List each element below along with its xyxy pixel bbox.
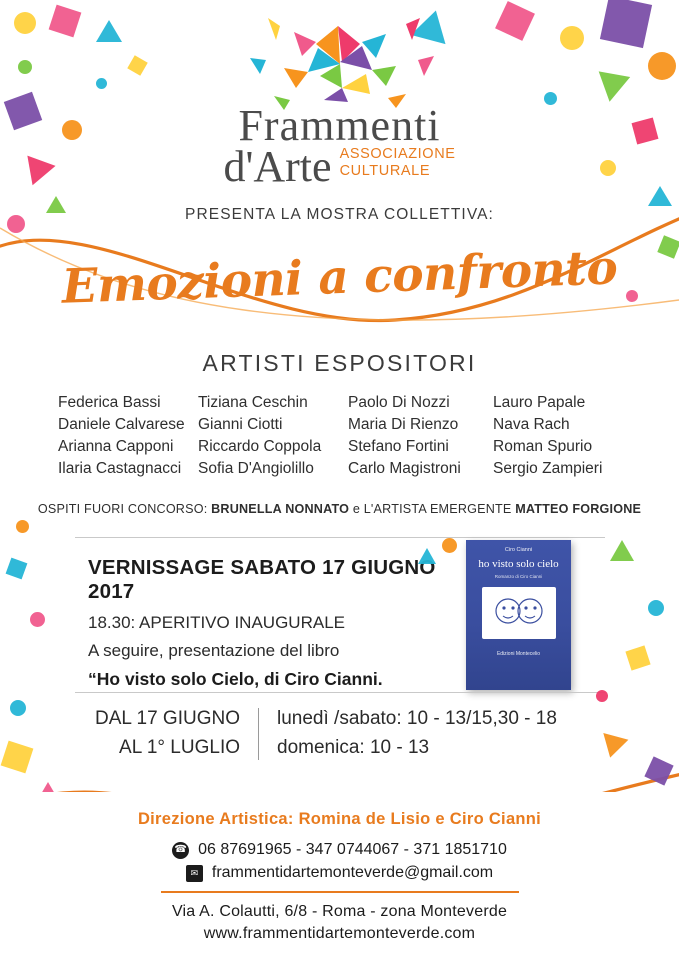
street-address: Via A. Colautti, 6/8 - Roma - zona Monteverde	[171, 902, 508, 920]
list-item: Roman Spurio	[493, 438, 593, 455]
page-title: Emozioni a confronto	[60, 240, 619, 315]
footer	[0, 792, 679, 960]
website-url[interactable]: www.frammentidartemonteverde.com	[203, 924, 476, 942]
confetti-dot	[16, 520, 29, 533]
confetti-square	[644, 756, 673, 785]
list-item: Tiziana Ceschin	[198, 394, 308, 411]
vernissage-title: VERNISSAGE SABATO 17 GIUGNO 2017	[88, 556, 436, 603]
schedule-block	[88, 705, 608, 762]
artists-list	[58, 394, 628, 478]
confetti-triangle	[610, 540, 634, 561]
confetti-square	[625, 645, 650, 670]
brand-name-line1: Frammenti	[238, 101, 441, 150]
list-item: Sergio Zampieri	[493, 460, 603, 477]
list-item: Gianni Ciotti	[198, 416, 283, 433]
list-item: Federica Bassi	[58, 394, 161, 411]
vernissage-book-line: “Ho visto solo Cielo, di Ciro Cianni.	[88, 669, 383, 689]
confetti-dot	[10, 700, 26, 716]
vernissage-line2: 18.30: APERITIVO INAUGURALE	[88, 613, 345, 632]
guests-middle: e L'ARTISTA EMERGENTE	[352, 502, 512, 516]
envelope-icon: ✉	[186, 865, 203, 882]
list-item: Daniele Calvarese	[58, 416, 185, 433]
presenta-line: PRESENTA LA MOSTRA COLLETTIVA:	[185, 206, 494, 223]
list-item: Paolo Di Nozzi	[348, 394, 450, 411]
list-item: Ilaria Castagnacci	[58, 460, 182, 477]
phone-row	[0, 841, 679, 859]
list-item: Arianna Capponi	[58, 438, 174, 455]
list-item: Nava Rach	[493, 416, 570, 433]
schedule-hours-sunday: domenica: 10 - 13	[277, 736, 430, 758]
book-publisher: Edizioni Montecelio	[496, 650, 541, 657]
brand-assoc-line1: ASSOCIAZIONE	[339, 146, 456, 163]
confetti-triangle	[418, 548, 436, 564]
confetti-square	[6, 558, 28, 580]
confetti-dot	[30, 612, 45, 627]
email-address[interactable]: frammentidartemonteverde@gmail.com	[211, 864, 494, 881]
phone-icon: ☎	[172, 842, 189, 859]
schedule-hours-weekday: lunedì /sabato: 10 - 13/15,30 - 18	[277, 708, 557, 729]
footer-divider	[161, 891, 519, 893]
divider-bottom	[75, 692, 605, 693]
list-item: Carlo Magistroni	[348, 460, 461, 477]
list-item: Sofia D'Angiolillo	[198, 460, 314, 477]
schedule-dates-line2: AL 1° LUGLIO	[119, 736, 240, 758]
confetti-dot	[442, 538, 457, 553]
book-illustration-icon	[482, 587, 556, 639]
brand-logo	[0, 18, 679, 192]
confetti-dot	[648, 600, 664, 616]
list-item: Maria Di Rienzo	[348, 416, 459, 433]
book-subtitle: Romanzo di Ciro Cianni	[494, 573, 543, 579]
divider-top	[75, 537, 605, 538]
phone-numbers: 06 87691965 - 347 0744067 - 371 1851710	[198, 841, 507, 858]
list-item: Lauro Papale	[493, 394, 586, 411]
book-cover-artwork	[482, 587, 556, 639]
email-row[interactable]	[0, 864, 679, 882]
brand-name-line2: d'Arte	[223, 142, 332, 192]
guest-name: BRUNELLA NONNATO	[211, 502, 350, 516]
book-title: ho visto solo cielo	[478, 558, 559, 570]
guests-prefix: OSPITI FUORI CONCORSO:	[37, 502, 208, 516]
emerging-artist-name: MATTEO FORGIONE	[515, 502, 642, 516]
vernissage-line3: A seguire, presentazione del libro	[88, 641, 340, 660]
artists-heading: ARTISTI ESPOSITORI	[202, 350, 477, 376]
confetti-dot	[596, 690, 608, 702]
brand-assoc-line2: CULTURALE	[339, 163, 431, 180]
confetti-triangle	[648, 186, 672, 206]
confetti-square	[1, 741, 34, 774]
artistic-direction: Direzione Artistica: Romina de Lisio e Ciro Cianni	[137, 810, 542, 828]
list-item: Stefano Fortini	[348, 438, 449, 455]
book-cover	[466, 540, 571, 690]
schedule-dates-line1: DAL 17 GIUGNO	[94, 708, 240, 729]
vernissage-block	[88, 556, 448, 690]
guests-line	[0, 502, 679, 516]
book-author: Ciro Cianni	[504, 547, 533, 553]
list-item: Riccardo Coppola	[198, 438, 322, 455]
